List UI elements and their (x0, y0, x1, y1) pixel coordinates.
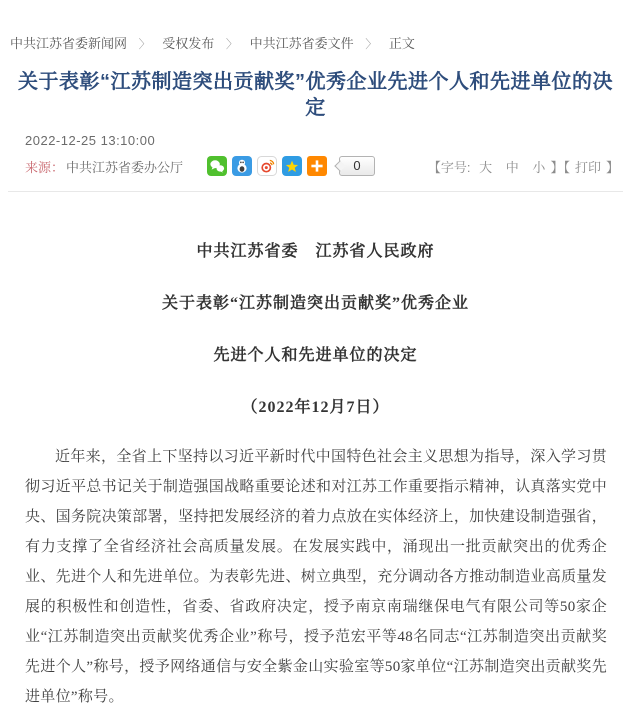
font-large-button[interactable]: 大 (479, 159, 493, 175)
font-medium-button[interactable]: 中 (505, 159, 519, 175)
weibo-share-icon[interactable] (257, 156, 277, 176)
breadcrumb-separator-icon: 〉 (225, 37, 238, 51)
doc-issuer-heading: 中共江苏省委 江苏省人民政府 (196, 243, 435, 260)
breadcrumb-item-committee-documents[interactable]: 中共江苏省委文件 (249, 36, 354, 51)
font-small-button[interactable]: 小 (532, 159, 546, 175)
breadcrumb-item-site-home[interactable]: 中共江苏省委新闻网 (10, 36, 128, 51)
font-size-label: 字号: (440, 159, 471, 175)
doc-paragraph: 近年来，全省上下坚持以习近平新时代中国特色社会主义思想为指导，深入学习贯彻习近平总书记关于制造强国战略重要论述和对江苏工作重要指示精神，认真落实党中央、国务院决策部署，坚持把发展经济的着力点放在实体经济上，加快建设制造强省，有力支撑了全省经济社会高质量发展。在发展实践中，涌现出一批贡献突出的优秀企业、先进个人和先进单位。为表彰先进、树立典型，充分调动各方推动制造业高质量发展的积极性和创造性，省委、省政府决定，授予南京南瑞继保电气有限公司等50家企业“江苏制造突出贡献奖优秀企业”称号，授予范宏平等48名同志“江苏制造突出贡献奖先进个人”称号，授予网络通信与安全紫金山实验室等50家单位“江苏制造突出贡献奖先进单位”称号。 (25, 449, 607, 705)
source-name: 中共江苏省委办公厅 (66, 159, 184, 175)
qzone-share-icon[interactable] (282, 156, 302, 176)
page-title: 关于表彰“江苏制造突出贡献奖”优秀企业先进个人和先进单位的决定 (18, 71, 613, 119)
font-size-controls (428, 157, 619, 176)
article-body (0, 192, 631, 712)
bracket: 】 (605, 159, 619, 175)
wechat-share-icon[interactable] (207, 156, 227, 176)
more-share-icon[interactable] (307, 156, 327, 176)
bracket: 】 (550, 159, 564, 175)
publish-datetime: 2022-12-25 13:10:00 (25, 133, 156, 148)
breadcrumb (0, 0, 631, 52)
bracket: 【 (427, 159, 441, 175)
share-bar (207, 156, 327, 176)
breadcrumb-item-authorized-release[interactable]: 受权发布 (162, 36, 215, 51)
breadcrumb-separator-icon: 〉 (138, 37, 151, 51)
qq-share-icon[interactable] (232, 156, 252, 176)
print-button[interactable]: 打印 (574, 159, 601, 175)
share-count[interactable]: 0 (339, 156, 375, 176)
doc-date-line: （2022年12月7日） (241, 399, 390, 416)
meta-row (25, 154, 619, 178)
source-label: 来源： (25, 159, 65, 175)
bracket: 【 (563, 159, 570, 175)
breadcrumb-item-current: 正文 (388, 36, 415, 51)
doc-title-line2: 先进个人和先进单位的决定 (213, 347, 418, 364)
doc-title-line1: 关于表彰“江苏制造突出贡献奖”优秀企业 (161, 295, 469, 312)
breadcrumb-separator-icon: 〉 (365, 37, 378, 51)
